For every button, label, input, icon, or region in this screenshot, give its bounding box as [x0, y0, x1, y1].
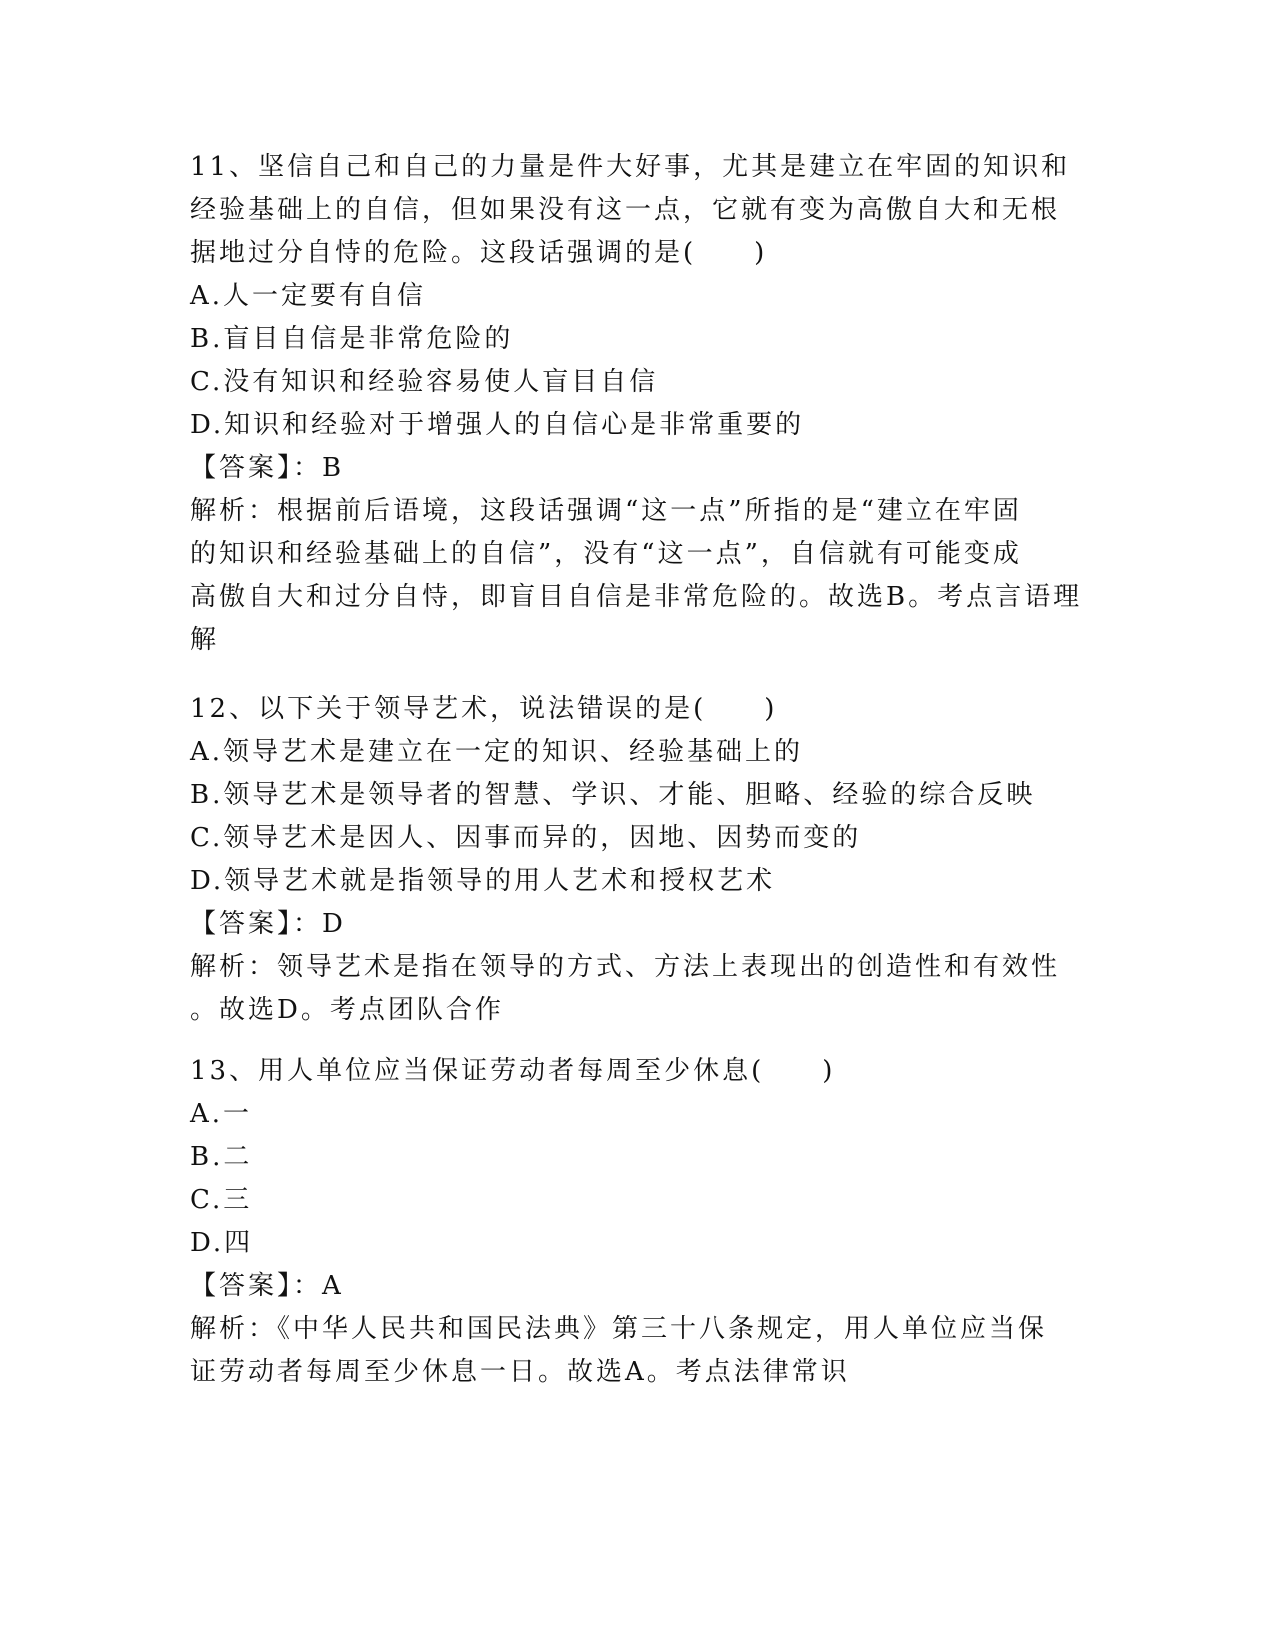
analysis-line: 的知识和经验基础上的自信”，没有“这一点”，自信就有可能变成	[190, 539, 1022, 569]
question-12	[190, 688, 1090, 1032]
option-d: D.领导艺术就是指领导的用人艺术和授权艺术	[190, 866, 776, 896]
analysis-line: 解析：《中华人民共和国民法典》第三十八条规定，用人单位应当保	[190, 1314, 1048, 1344]
question-stem-line: 13、用人单位应当保证劳动者每周至少休息( )	[190, 1056, 836, 1086]
question-11	[190, 146, 1090, 662]
answer-line: 【答案】：B	[190, 453, 345, 483]
analysis-line: 证劳动者每周至少休息一日。故选A。考点法律常识	[190, 1357, 850, 1387]
analysis-line: 解析：根据前后语境，这段话强调“这一点”所指的是“建立在牢固	[190, 496, 1022, 526]
option-c: C.领导艺术是因人、因事而异的，因地、因势而变的	[190, 823, 862, 853]
question-stem-line: 据地过分自恃的危险。这段话强调的是( )	[190, 238, 768, 268]
option-b: B.盲目自信是非常危险的	[190, 324, 514, 354]
option-c: C.没有知识和经验容易使人盲目自信	[190, 367, 659, 397]
option-a: A.一	[190, 1099, 253, 1129]
option-a: A.领导艺术是建立在一定的知识、经验基础上的	[190, 737, 804, 767]
question-13	[190, 1050, 1090, 1394]
analysis-line: 解析：领导艺术是指在领导的方式、方法上表现出的创造性和有效性	[190, 952, 1061, 982]
option-c: C.三	[190, 1185, 253, 1215]
answer-line: 【答案】：D	[190, 909, 346, 939]
question-stem-line: 经验基础上的自信，但如果没有这一点，它就有变为高傲自大和无根	[190, 195, 1061, 225]
option-d: D.知识和经验对于增强人的自信心是非常重要的	[190, 410, 805, 440]
analysis-line: 高傲自大和过分自恃，即盲目自信是非常危险的。故选B。考点言语理	[190, 582, 1083, 612]
analysis-line: 解	[190, 625, 220, 655]
option-b: B.领导艺术是领导者的智慧、学识、才能、胆略、经验的综合反映	[190, 780, 1036, 810]
option-d: D.四	[190, 1228, 254, 1258]
option-a: A.人一定要有自信	[190, 281, 427, 311]
question-stem-line: 11、坚信自己和自己的力量是件大好事，尤其是建立在牢固的知识和	[190, 152, 1071, 182]
option-b: B.二	[190, 1142, 253, 1172]
question-stem-line: 12、以下关于领导艺术，说法错误的是( )	[190, 694, 778, 724]
answer-line: 【答案】：A	[190, 1271, 344, 1301]
analysis-line: 。故选D。考点团队合作	[190, 995, 504, 1025]
